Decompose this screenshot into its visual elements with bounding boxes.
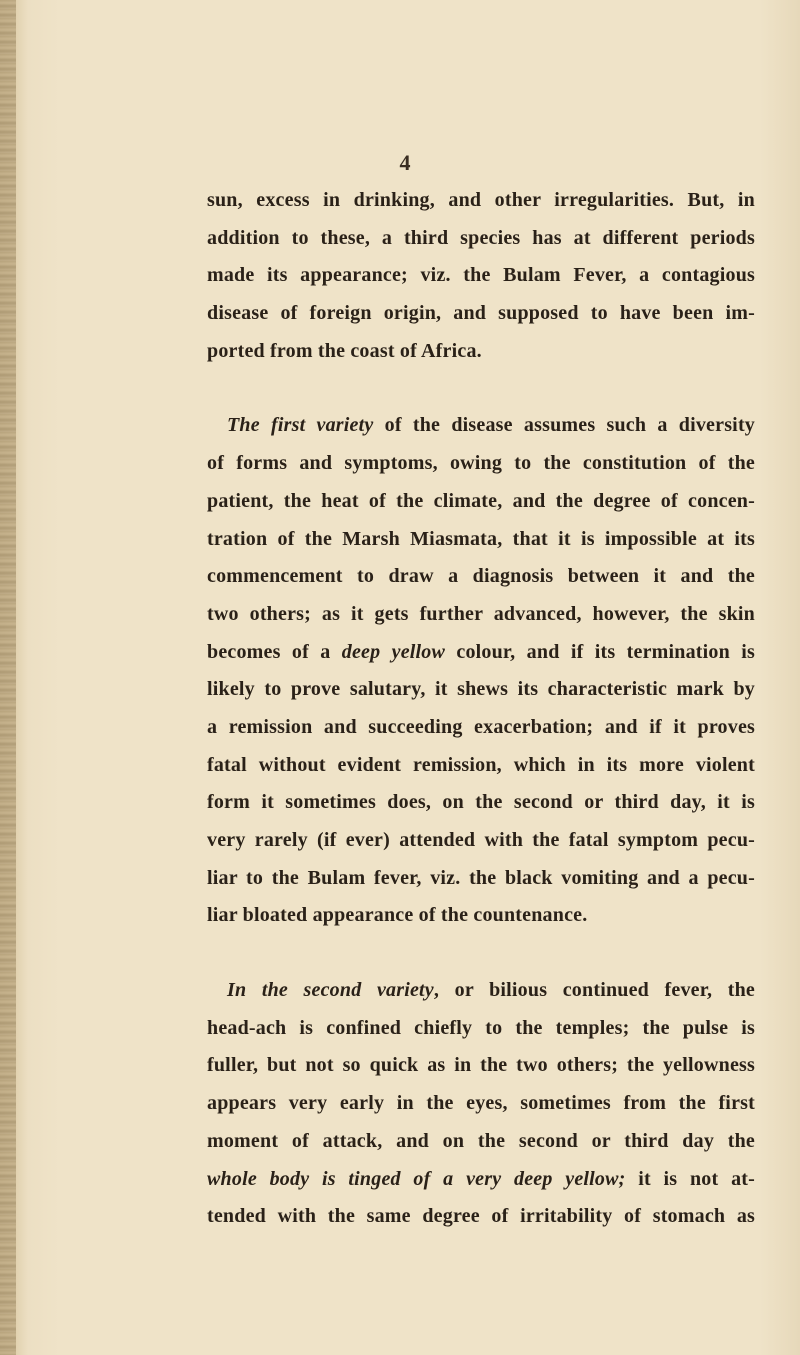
text-line: two others; as it gets further advanced, however, the skin — [207, 602, 755, 625]
text-line: moment of attack, and on the second or third day the — [207, 1129, 755, 1152]
page-number: 4 — [399, 150, 411, 175]
text-run: it is not at- — [625, 1167, 755, 1190]
italic-phrase: whole body is tinged of a very deep yellow; — [207, 1167, 626, 1190]
text-line: form it sometimes does, on the second or third day, it is — [207, 791, 755, 814]
paragraph-1 — [207, 182, 755, 370]
text-line: fuller, but not so quick as in the two others; the yellowness — [207, 1054, 755, 1077]
text-line: made its appearance; viz. the Bulam Fever, a contagious — [207, 264, 755, 287]
text-line: of forms and symptoms, owing to the constitution of the — [207, 452, 755, 475]
italic-phrase: In the second variety — [227, 979, 434, 1002]
text-run: becomes of a — [207, 640, 342, 663]
text-line: commencement to draw a diagnosis between it and the — [207, 565, 755, 588]
text-line: addition to these, a third species has at different periods — [207, 226, 755, 249]
text-line: a remission and succeeding exacerbation; and if it proves — [207, 715, 755, 738]
text-line: head-ach is confined chiefly to the temples; the pulse is — [207, 1016, 755, 1039]
text-line: tration of the Marsh Miasmata, that it is impossible at its — [207, 527, 755, 550]
body-text — [207, 182, 755, 1236]
text-line: liar to the Bulam fever, viz. the black vomiting and a pecu- — [207, 866, 755, 889]
text-line — [207, 972, 755, 1010]
italic-phrase: deep yellow — [341, 640, 446, 663]
italic-phrase: The first variety — [227, 414, 374, 437]
text-line: fatal without evident remission, which in its more violent — [207, 753, 755, 776]
text-line: very rarely (if ever) attended with the fatal symptom pecu- — [207, 829, 755, 851]
text-line: disease of foreign origin, and supposed to have been im- — [207, 302, 755, 325]
text-line: liar bloated appearance of the countenance. — [207, 904, 588, 927]
text-run: of the disease assumes such a diversity — [373, 414, 756, 437]
text-line: patient, the heat of the climate, and the degree of concen- — [207, 489, 755, 512]
text-line: sun, excess in drinking, and other irregularities. But, in — [207, 189, 755, 211]
text-run: colour, and if its termination is — [445, 640, 755, 663]
text-line: appears very early in the eyes, sometimes from the first — [207, 1092, 755, 1115]
text-line — [207, 634, 755, 672]
text-line: likely to prove salutary, it shews its characteristic mark by — [207, 678, 755, 701]
text-line — [207, 407, 755, 445]
text-run: , or bilious continued fever, the — [433, 979, 755, 1002]
text-line — [207, 1161, 755, 1199]
paragraph-3 — [207, 972, 755, 1236]
page-binding-edge — [0, 0, 16, 1355]
paragraph-2 — [207, 407, 755, 935]
text-line: ported from the coast of Africa. — [207, 339, 482, 362]
text-line: tended with the same degree of irritability of stomach as — [207, 1205, 755, 1228]
